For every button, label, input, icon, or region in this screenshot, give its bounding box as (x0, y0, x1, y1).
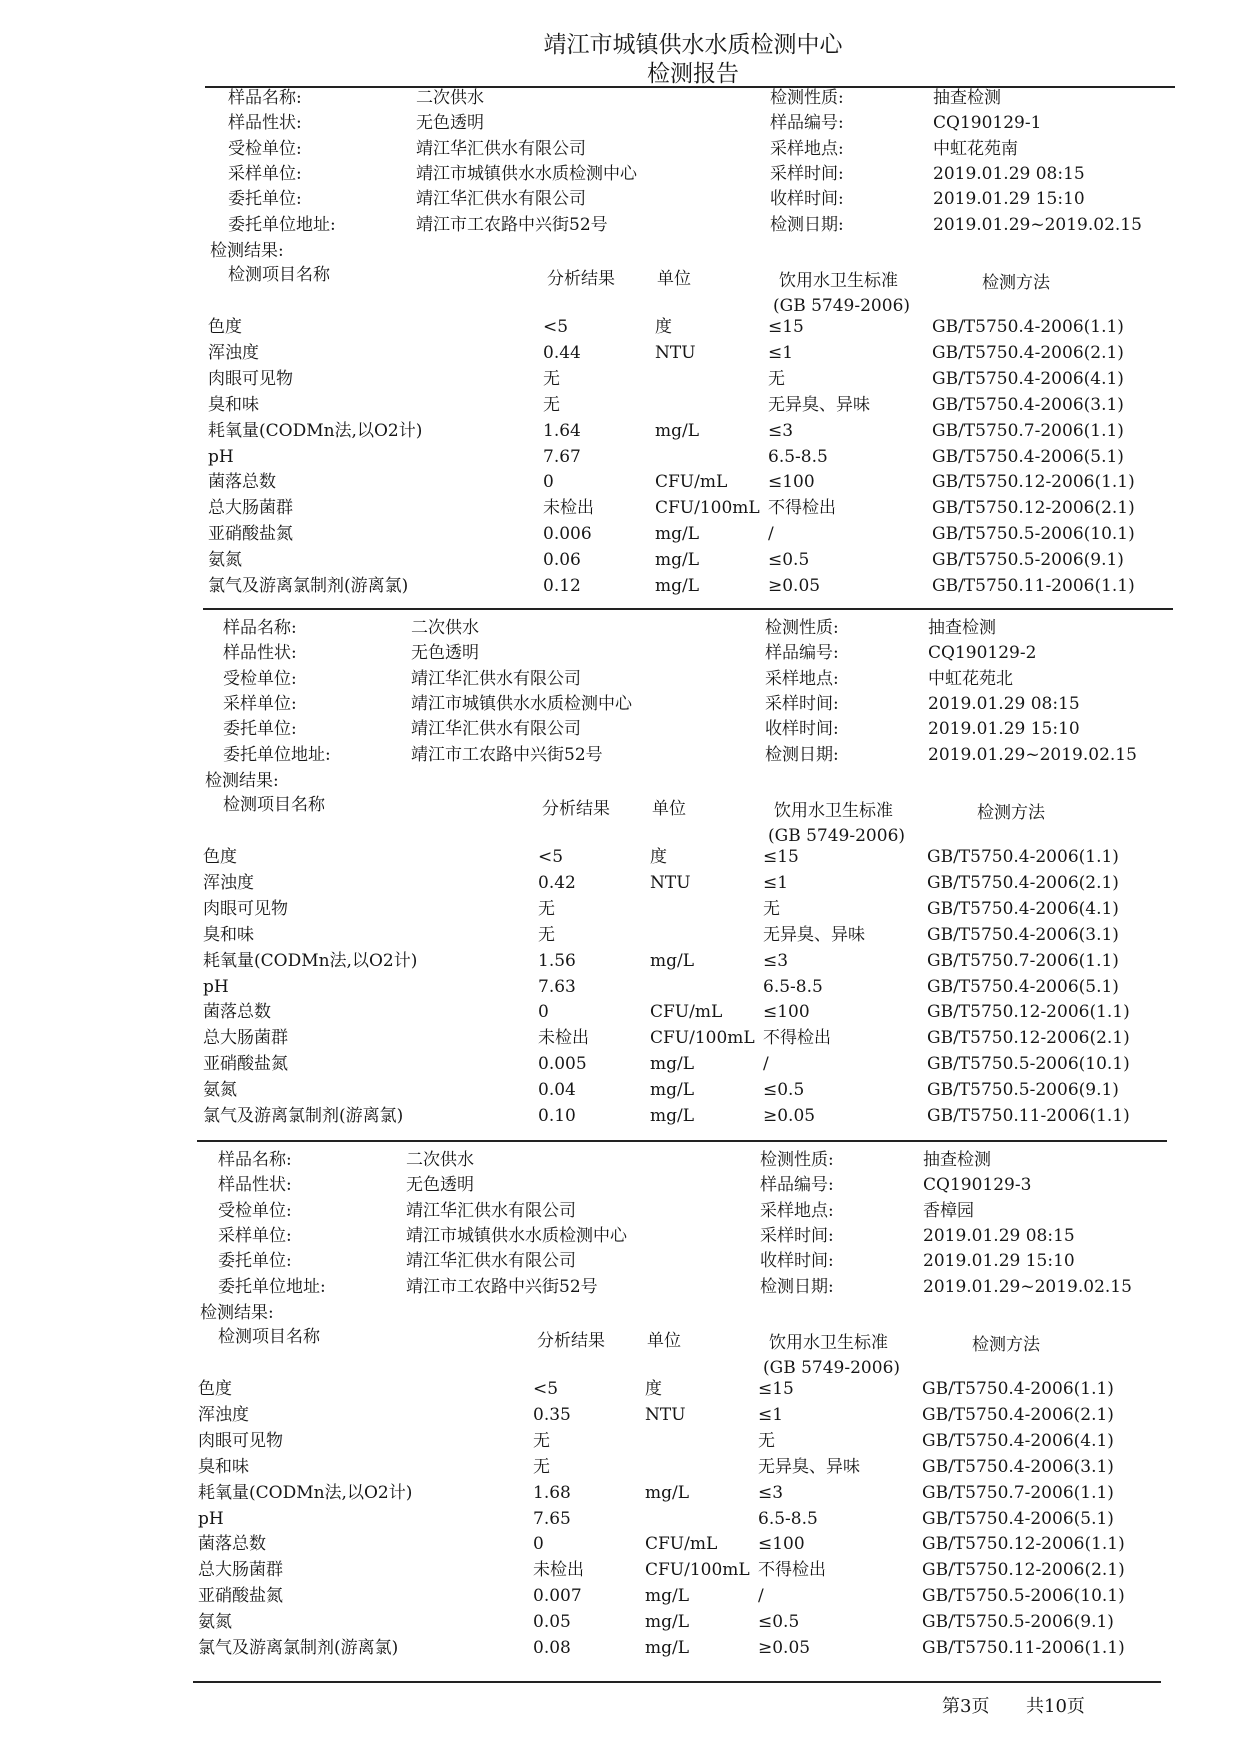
item-method: GB/T5750.12-2006(1.1) (927, 1002, 1130, 1023)
item-standard: 6.5-8.5 (758, 1508, 818, 1529)
item-name: 总大肠菌群 (208, 498, 293, 519)
item-unit: CFU/mL (650, 1002, 723, 1023)
item-unit: mg/L (655, 524, 700, 545)
item-method: GB/T5750.4-2006(2.1) (927, 872, 1119, 893)
item-method: GB/T5750.4-2006(4.1) (932, 368, 1124, 389)
item-unit: CFU/100mL (655, 498, 760, 519)
item-name: 臭和味 (208, 394, 259, 415)
item-result: <5 (538, 847, 564, 867)
item-unit: mg/L (645, 1612, 690, 1633)
value-client-address: 靖江市工农路中兴街52号 (406, 1276, 598, 1297)
item-result: 无 (538, 924, 555, 945)
report-org-title: 靖江市城镇供水水质检测中心 (543, 32, 843, 58)
item-unit: 度 (650, 847, 667, 867)
item-unit: 度 (645, 1379, 662, 1399)
label-sampling-place: 采样地点: (770, 138, 844, 159)
item-standard: ≤15 (768, 317, 804, 337)
label-client-address: 委托单位地址: (223, 744, 331, 765)
item-standard: 无 (768, 368, 785, 389)
item-method: GB/T5750.4-2006(5.1) (932, 446, 1124, 467)
col-header-result: 分析结果 (542, 799, 610, 819)
col-header-result: 分析结果 (547, 269, 615, 289)
label-sampling-unit: 采样单位: (228, 163, 302, 184)
value-test-nature: 抽查检测 (928, 618, 996, 638)
item-method: GB/T5750.4-2006(3.1) (922, 1456, 1114, 1477)
value-sample-no: CQ190129-2 (928, 643, 1037, 664)
item-unit: CFU/100mL (645, 1560, 750, 1581)
item-method: GB/T5750.11-2006(1.1) (932, 576, 1135, 596)
label-inspected-unit: 受检单位: (218, 1200, 292, 1221)
value-test-nature: 抽查检测 (933, 88, 1001, 108)
value-inspected-unit: 靖江华汇供水有限公司 (411, 668, 581, 689)
results-heading: 检测结果: (205, 771, 279, 791)
item-result: 7.67 (543, 446, 581, 467)
item-result: 未检出 (533, 1560, 584, 1581)
col-header-method: 检测方法 (982, 273, 1050, 293)
item-standard: ≥0.05 (758, 1638, 811, 1658)
value-client-unit: 靖江华汇供水有限公司 (406, 1251, 576, 1272)
item-name: 色度 (198, 1379, 232, 1399)
value-sample-no: CQ190129-1 (933, 113, 1042, 134)
item-standard: 无异臭、异味 (758, 1456, 860, 1477)
value-test-date: 2019.01.29~2019.02.15 (928, 744, 1137, 765)
item-unit: CFU/100mL (650, 1028, 755, 1049)
item-standard: 不得检出 (758, 1560, 826, 1581)
item-method: GB/T5750.4-2006(3.1) (932, 394, 1124, 415)
item-unit: NTU (655, 342, 696, 363)
item-name: 亚硝酸盐氮 (198, 1586, 283, 1607)
item-result: 1.56 (538, 950, 576, 971)
value-sampling-time: 2019.01.29 08:15 (928, 693, 1080, 714)
item-standard: ≤100 (763, 1002, 810, 1023)
item-name: 菌落总数 (208, 472, 276, 493)
item-standard: ≥0.05 (763, 1106, 816, 1126)
results-heading: 检测结果: (210, 241, 284, 261)
report-title: 检测报告 (647, 61, 739, 87)
label-test-date: 检测日期: (765, 744, 839, 765)
item-method: GB/T5750.7-2006(1.1) (927, 950, 1119, 971)
label-client-address: 委托单位地址: (228, 214, 336, 235)
item-method: GB/T5750.5-2006(9.1) (922, 1612, 1114, 1633)
value-sample-state: 无色透明 (406, 1175, 474, 1196)
item-name: 臭和味 (203, 924, 254, 945)
col-header-standard: 饮用水卫生标准 (779, 271, 898, 291)
value-receive-time: 2019.01.29 15:10 (928, 719, 1080, 740)
item-result: 0 (543, 472, 554, 493)
value-sampling-unit: 靖江市城镇供水水质检测中心 (416, 163, 637, 184)
item-standard: ≥0.05 (768, 576, 821, 596)
item-method: GB/T5750.4-2006(3.1) (927, 924, 1119, 945)
sample-section-1 (0, 86, 1240, 626)
col-header-standard-code: (GB 5749-2006) (768, 826, 906, 846)
label-client-address: 委托单位地址: (218, 1276, 326, 1297)
item-result: 0.04 (538, 1080, 576, 1101)
label-sampling-time: 采样时间: (765, 693, 839, 714)
item-standard: ≤0.5 (763, 1080, 805, 1101)
item-method: GB/T5750.11-2006(1.1) (922, 1638, 1125, 1658)
item-name: 耗氧量(CODMn法,以O2计) (203, 950, 418, 971)
item-result: 无 (533, 1456, 550, 1477)
item-result: 0.08 (533, 1638, 571, 1658)
label-test-nature: 检测性质: (760, 1150, 834, 1170)
label-sample-name: 样品名称: (218, 1150, 292, 1170)
item-result: 0.06 (543, 550, 581, 571)
value-client-unit: 靖江华汇供水有限公司 (416, 189, 586, 210)
item-standard: ≤100 (768, 472, 815, 493)
label-sample-no: 样品编号: (765, 643, 839, 664)
item-result: 0.10 (538, 1106, 576, 1126)
item-method: GB/T5750.4-2006(2.1) (922, 1404, 1114, 1425)
value-sample-name: 二次供水 (406, 1150, 474, 1170)
item-name: 色度 (203, 847, 237, 867)
item-method: GB/T5750.5-2006(10.1) (922, 1586, 1125, 1607)
item-method: GB/T5750.4-2006(4.1) (927, 898, 1119, 919)
item-unit: mg/L (655, 576, 700, 596)
item-standard: ≤0.5 (758, 1612, 800, 1633)
item-result: 0.12 (543, 576, 581, 596)
item-name: 亚硝酸盐氮 (203, 1054, 288, 1075)
item-unit: mg/L (645, 1638, 690, 1658)
col-header-item: 检测项目名称 (223, 795, 325, 815)
col-header-unit: 单位 (657, 269, 691, 289)
value-sampling-time: 2019.01.29 08:15 (933, 163, 1085, 184)
col-header-method: 检测方法 (977, 803, 1045, 823)
sample-section-3 (0, 1148, 1230, 1688)
item-name: 氯气及游离氯制剂(游离氯) (203, 1106, 404, 1126)
item-result: 7.65 (533, 1508, 571, 1529)
item-result: 7.63 (538, 976, 576, 997)
item-standard: ≤3 (768, 420, 794, 441)
label-sampling-unit: 采样单位: (223, 693, 297, 714)
item-result: <5 (543, 317, 569, 337)
col-header-item: 检测项目名称 (228, 265, 330, 285)
item-result: 0.007 (533, 1586, 582, 1607)
label-client-unit: 委托单位: (218, 1251, 292, 1272)
value-test-date: 2019.01.29~2019.02.15 (933, 214, 1142, 235)
item-unit: 度 (655, 317, 672, 337)
value-receive-time: 2019.01.29 15:10 (923, 1251, 1075, 1272)
item-standard: ≤1 (768, 342, 794, 363)
col-header-unit: 单位 (652, 799, 686, 819)
item-result: 无 (543, 394, 560, 415)
item-method: GB/T5750.4-2006(1.1) (932, 317, 1124, 337)
item-unit: mg/L (650, 1080, 695, 1101)
value-sample-name: 二次供水 (411, 618, 479, 638)
item-unit: mg/L (655, 420, 700, 441)
label-sampling-time: 采样时间: (760, 1225, 834, 1246)
label-sample-no: 样品编号: (760, 1175, 834, 1196)
item-result: 1.64 (543, 420, 581, 441)
label-inspected-unit: 受检单位: (223, 668, 297, 689)
section-divider (197, 1140, 1167, 1142)
item-result: 0.005 (538, 1054, 587, 1075)
label-sampling-time: 采样时间: (770, 163, 844, 184)
item-method: GB/T5750.4-2006(5.1) (922, 1508, 1114, 1529)
item-method: GB/T5750.12-2006(2.1) (922, 1560, 1125, 1581)
value-sampling-place: 香樟园 (923, 1200, 974, 1221)
item-standard: 无异臭、异味 (763, 924, 865, 945)
item-standard: ≤1 (763, 872, 789, 893)
item-name: 浑浊度 (203, 872, 254, 893)
col-header-standard-code: (GB 5749-2006) (763, 1358, 901, 1378)
item-method: GB/T5750.4-2006(2.1) (932, 342, 1124, 363)
item-result: 无 (543, 368, 560, 389)
col-header-item: 检测项目名称 (218, 1327, 320, 1347)
item-standard: 无异臭、异味 (768, 394, 870, 415)
label-inspected-unit: 受检单位: (228, 138, 302, 159)
item-method: GB/T5750.5-2006(10.1) (932, 524, 1135, 545)
value-sample-name: 二次供水 (416, 88, 484, 108)
item-result: 0.35 (533, 1404, 571, 1425)
item-unit: mg/L (655, 550, 700, 571)
item-result: 0.006 (543, 524, 592, 545)
item-method: GB/T5750.12-2006(1.1) (922, 1534, 1125, 1555)
page-total: 共10页 (1026, 1696, 1085, 1717)
value-sampling-time: 2019.01.29 08:15 (923, 1225, 1075, 1246)
item-standard: 不得检出 (768, 498, 836, 519)
item-result: <5 (533, 1379, 559, 1399)
item-standard: / (758, 1586, 764, 1607)
value-receive-time: 2019.01.29 15:10 (933, 189, 1085, 210)
value-sample-state: 无色透明 (411, 643, 479, 664)
item-standard: ≤0.5 (768, 550, 810, 571)
results-heading: 检测结果: (200, 1303, 274, 1323)
value-client-address: 靖江市工农路中兴街52号 (416, 214, 608, 235)
item-name: 氨氮 (203, 1080, 237, 1101)
item-result: 无 (538, 898, 555, 919)
label-sample-state: 样品性状: (228, 113, 302, 134)
col-header-unit: 单位 (647, 1331, 681, 1351)
item-standard: 无 (758, 1430, 775, 1451)
item-method: GB/T5750.7-2006(1.1) (932, 420, 1124, 441)
rule-bottom (193, 1681, 1161, 1683)
item-name: 亚硝酸盐氮 (208, 524, 293, 545)
item-name: pH (203, 976, 229, 997)
item-standard: ≤100 (758, 1534, 805, 1555)
item-name: 氯气及游离氯制剂(游离氯) (198, 1638, 399, 1658)
item-method: GB/T5750.4-2006(1.1) (922, 1379, 1114, 1399)
item-name: 菌落总数 (198, 1534, 266, 1555)
value-sample-no: CQ190129-3 (923, 1175, 1032, 1196)
col-header-standard: 饮用水卫生标准 (769, 1333, 888, 1353)
item-standard: 6.5-8.5 (763, 976, 823, 997)
item-method: GB/T5750.5-2006(9.1) (932, 550, 1124, 571)
value-sampling-place: 中虹花苑南 (933, 138, 1018, 159)
label-sampling-place: 采样地点: (760, 1200, 834, 1221)
label-test-nature: 检测性质: (770, 88, 844, 108)
value-client-unit: 靖江华汇供水有限公司 (411, 719, 581, 740)
item-method: GB/T5750.4-2006(1.1) (927, 847, 1119, 867)
item-name: 臭和味 (198, 1456, 249, 1477)
item-method: GB/T5750.5-2006(9.1) (927, 1080, 1119, 1101)
item-standard: / (763, 1054, 769, 1075)
item-name: 肉眼可见物 (208, 368, 293, 389)
label-client-unit: 委托单位: (223, 719, 297, 740)
item-unit: NTU (645, 1404, 686, 1425)
item-result: 1.68 (533, 1482, 571, 1503)
item-name: 总大肠菌群 (203, 1028, 288, 1049)
item-method: GB/T5750.7-2006(1.1) (922, 1482, 1114, 1503)
section-divider (203, 608, 1173, 610)
item-result: 0.05 (533, 1612, 571, 1633)
item-unit: mg/L (650, 1106, 695, 1126)
item-standard: 不得检出 (763, 1028, 831, 1049)
value-inspected-unit: 靖江华汇供水有限公司 (406, 1200, 576, 1221)
item-standard: ≤15 (763, 847, 799, 867)
value-sample-state: 无色透明 (416, 113, 484, 134)
page-number: 第3页 (942, 1696, 990, 1717)
item-standard: ≤3 (758, 1482, 784, 1503)
item-unit: NTU (650, 872, 691, 893)
item-method: GB/T5750.12-2006(2.1) (927, 1028, 1130, 1049)
item-standard: ≤3 (763, 950, 789, 971)
item-method: GB/T5750.12-2006(2.1) (932, 498, 1135, 519)
item-method: GB/T5750.4-2006(4.1) (922, 1430, 1114, 1451)
col-header-result: 分析结果 (537, 1331, 605, 1351)
label-sample-state: 样品性状: (223, 643, 297, 664)
item-result: 0 (533, 1534, 544, 1555)
item-result: 未检出 (538, 1028, 589, 1049)
item-result: 0.44 (543, 342, 581, 363)
item-name: 氨氮 (198, 1612, 232, 1633)
item-method: GB/T5750.11-2006(1.1) (927, 1106, 1130, 1126)
item-name: 耗氧量(CODMn法,以O2计) (208, 420, 423, 441)
item-result: 无 (533, 1430, 550, 1451)
item-method: GB/T5750.12-2006(1.1) (932, 472, 1135, 493)
item-unit: mg/L (650, 1054, 695, 1075)
value-sampling-unit: 靖江市城镇供水水质检测中心 (406, 1225, 627, 1246)
label-receive-time: 收样时间: (760, 1251, 834, 1272)
item-unit: mg/L (645, 1482, 690, 1503)
item-result: 0.42 (538, 872, 576, 893)
item-unit: CFU/mL (645, 1534, 718, 1555)
value-client-address: 靖江市工农路中兴街52号 (411, 744, 603, 765)
item-name: 菌落总数 (203, 1002, 271, 1023)
label-client-unit: 委托单位: (228, 189, 302, 210)
item-name: 肉眼可见物 (203, 898, 288, 919)
value-test-date: 2019.01.29~2019.02.15 (923, 1276, 1132, 1297)
label-test-nature: 检测性质: (765, 618, 839, 638)
item-standard: ≤15 (758, 1379, 794, 1399)
label-sampling-unit: 采样单位: (218, 1225, 292, 1246)
item-result: 0 (538, 1002, 549, 1023)
label-receive-time: 收样时间: (770, 189, 844, 210)
item-method: GB/T5750.4-2006(5.1) (927, 976, 1119, 997)
item-name: 氯气及游离氯制剂(游离氯) (208, 576, 409, 596)
col-header-standard-code: (GB 5749-2006) (773, 296, 911, 316)
label-receive-time: 收样时间: (765, 719, 839, 740)
item-result: 未检出 (543, 498, 594, 519)
value-test-nature: 抽查检测 (923, 1150, 991, 1170)
value-sampling-place: 中虹花苑北 (928, 668, 1013, 689)
item-standard: ≤1 (758, 1404, 784, 1425)
label-sample-state: 样品性状: (218, 1175, 292, 1196)
item-name: 耗氧量(CODMn法,以O2计) (198, 1482, 413, 1503)
value-sampling-unit: 靖江市城镇供水水质检测中心 (411, 693, 632, 714)
label-sample-no: 样品编号: (770, 113, 844, 134)
col-header-standard: 饮用水卫生标准 (774, 801, 893, 821)
item-name: 氨氮 (208, 550, 242, 571)
item-unit: CFU/mL (655, 472, 728, 493)
item-standard: / (768, 524, 774, 545)
item-name: 总大肠菌群 (198, 1560, 283, 1581)
label-sample-name: 样品名称: (223, 618, 297, 638)
item-unit: mg/L (645, 1586, 690, 1607)
item-name: 浑浊度 (198, 1404, 249, 1425)
item-name: pH (208, 446, 234, 467)
item-unit: mg/L (650, 950, 695, 971)
label-test-date: 检测日期: (760, 1276, 834, 1297)
item-method: GB/T5750.5-2006(10.1) (927, 1054, 1130, 1075)
label-sampling-place: 采样地点: (765, 668, 839, 689)
value-inspected-unit: 靖江华汇供水有限公司 (416, 138, 586, 159)
col-header-method: 检测方法 (972, 1335, 1040, 1355)
item-name: 浑浊度 (208, 342, 259, 363)
item-name: 肉眼可见物 (198, 1430, 283, 1451)
item-name: pH (198, 1508, 224, 1529)
label-sample-name: 样品名称: (228, 88, 302, 108)
item-standard: 6.5-8.5 (768, 446, 828, 467)
item-name: 色度 (208, 317, 242, 337)
sample-section-2 (0, 616, 1235, 1156)
item-standard: 无 (763, 898, 780, 919)
label-test-date: 检测日期: (770, 214, 844, 235)
